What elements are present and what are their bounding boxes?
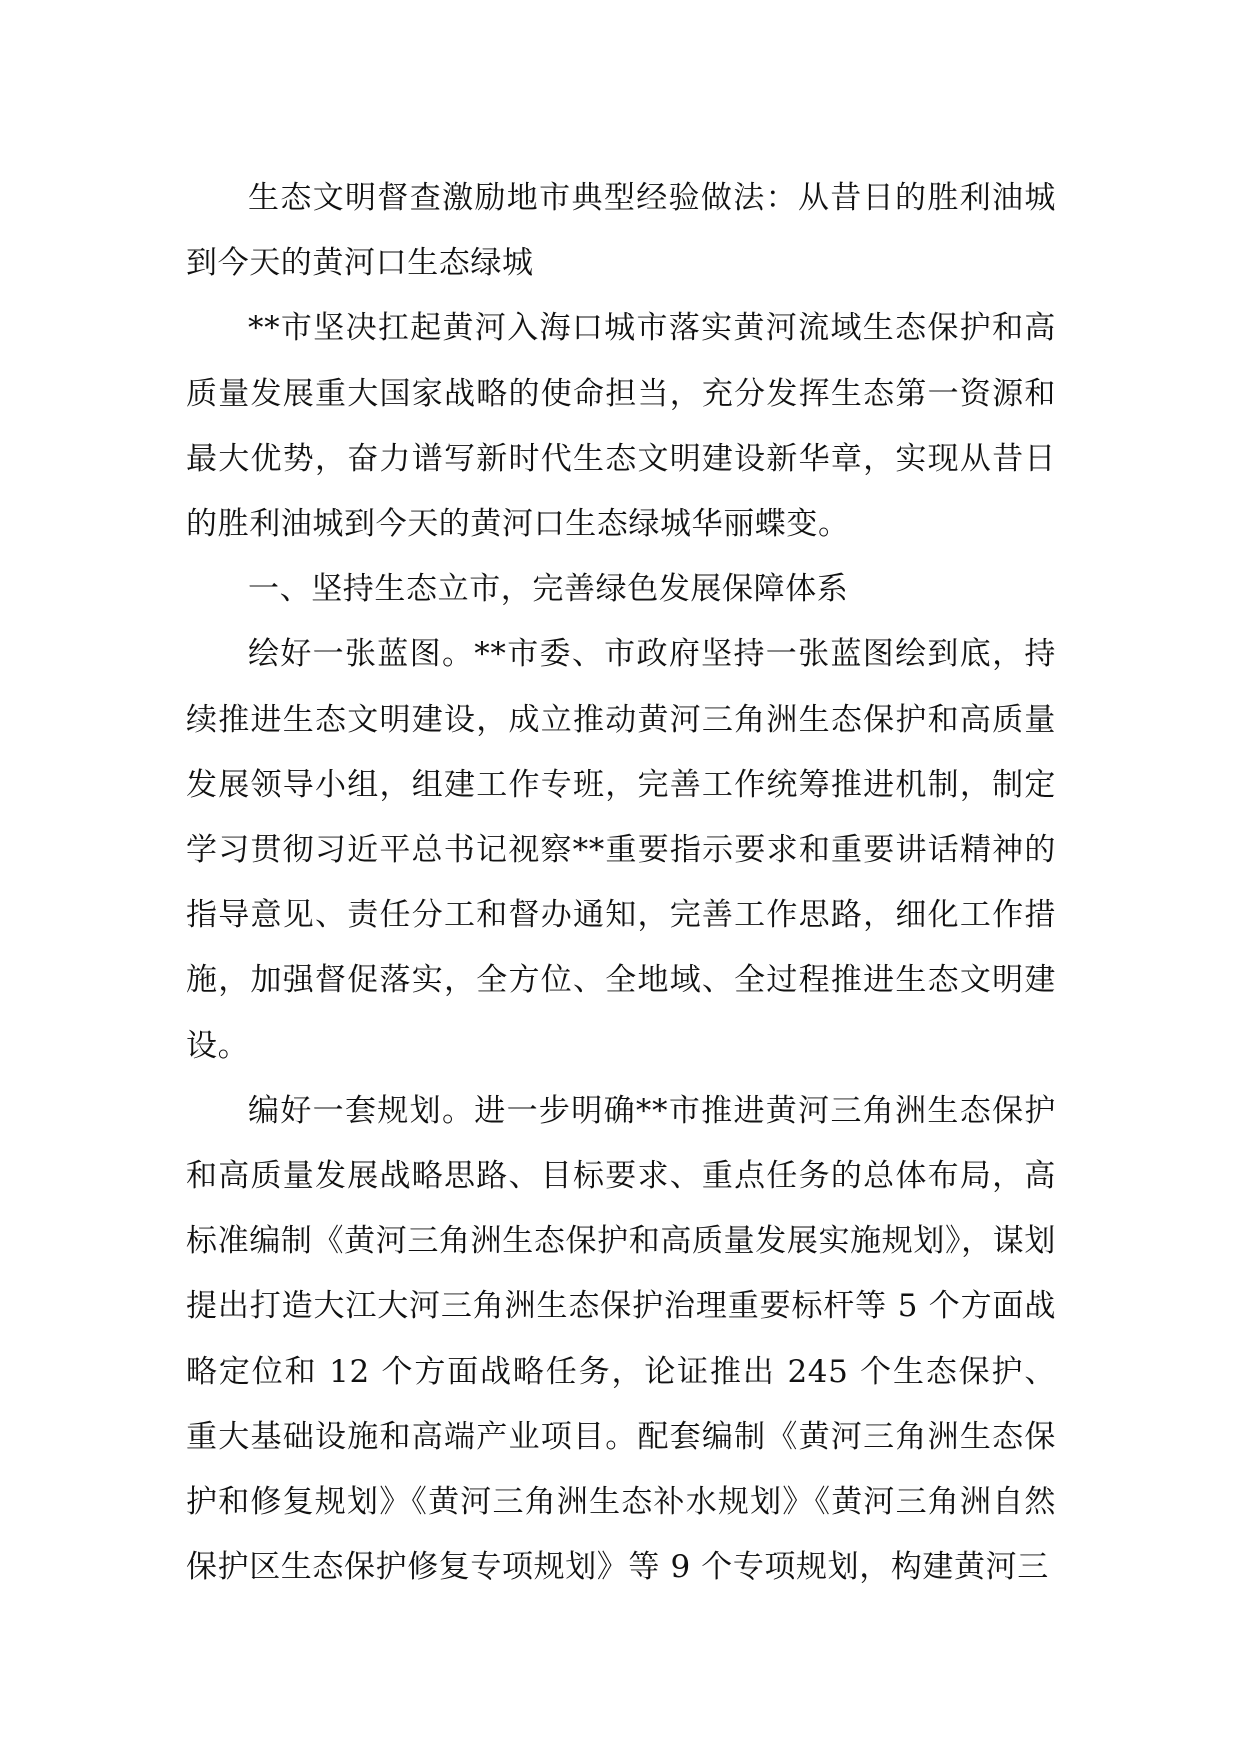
document-title: 生态文明督查激励地市典型经验做法：从昔日的胜利油城到今天的黄河口生态绿城 [186,180,1056,282]
body-paragraph-blueprint: 绘好一张蓝图。**市委、市政府坚持一张蓝图绘到底，持续推进生态文明建设，成立推动黄河三角洲生态保护和高质量发展领导小组，组建工作专班，完善工作统筹推进机制，制定学习贯彻习近平总书记视察**重要指示要求和重要讲话精神的指导意见、责任分工和督办通知，完善工作思路，细化工作措施，加强督促落实，全方位、全地域、全过程推进生态文明建设。 [186,636,1056,1064]
section-heading: 一、坚持生态立市，完善绿色发展保障体系 [248,571,849,608]
body-paragraph-planning: 编好一套规划。进一步明确**市推进黄河三角洲生态保护和高质量发展战略思路、目标要求、重点任务的总体布局，高标准编制《黄河三角洲生态保护和高质量发展实施规划》，谋划提出打造大江大河三角洲生态保护治理重要标杆等 5 个方面战略定位和 12 个方面战略任务，论证推出 245 个生态保护、重大基础设施和高端产业项目。配套编制《黄河三角洲生态保护和修复规划》《黄河三角洲生态补水规划》《黄河三角洲自然保护区生态保护修复专项规划》等 9 个专项规划，构建黄河三 [186,1092,1056,1586]
intro-paragraph: **市坚决扛起黄河入海口城市落实黄河流域生态保护和高质量发展重大国家战略的使命担当，充分发挥生态第一资源和最大优势，奋力谱写新时代生态文明建设新华章，实现从昔日的胜利油城到今天的黄河口生态绿城华丽蝶变。 [186,310,1056,543]
document-body [186,166,1056,1600]
